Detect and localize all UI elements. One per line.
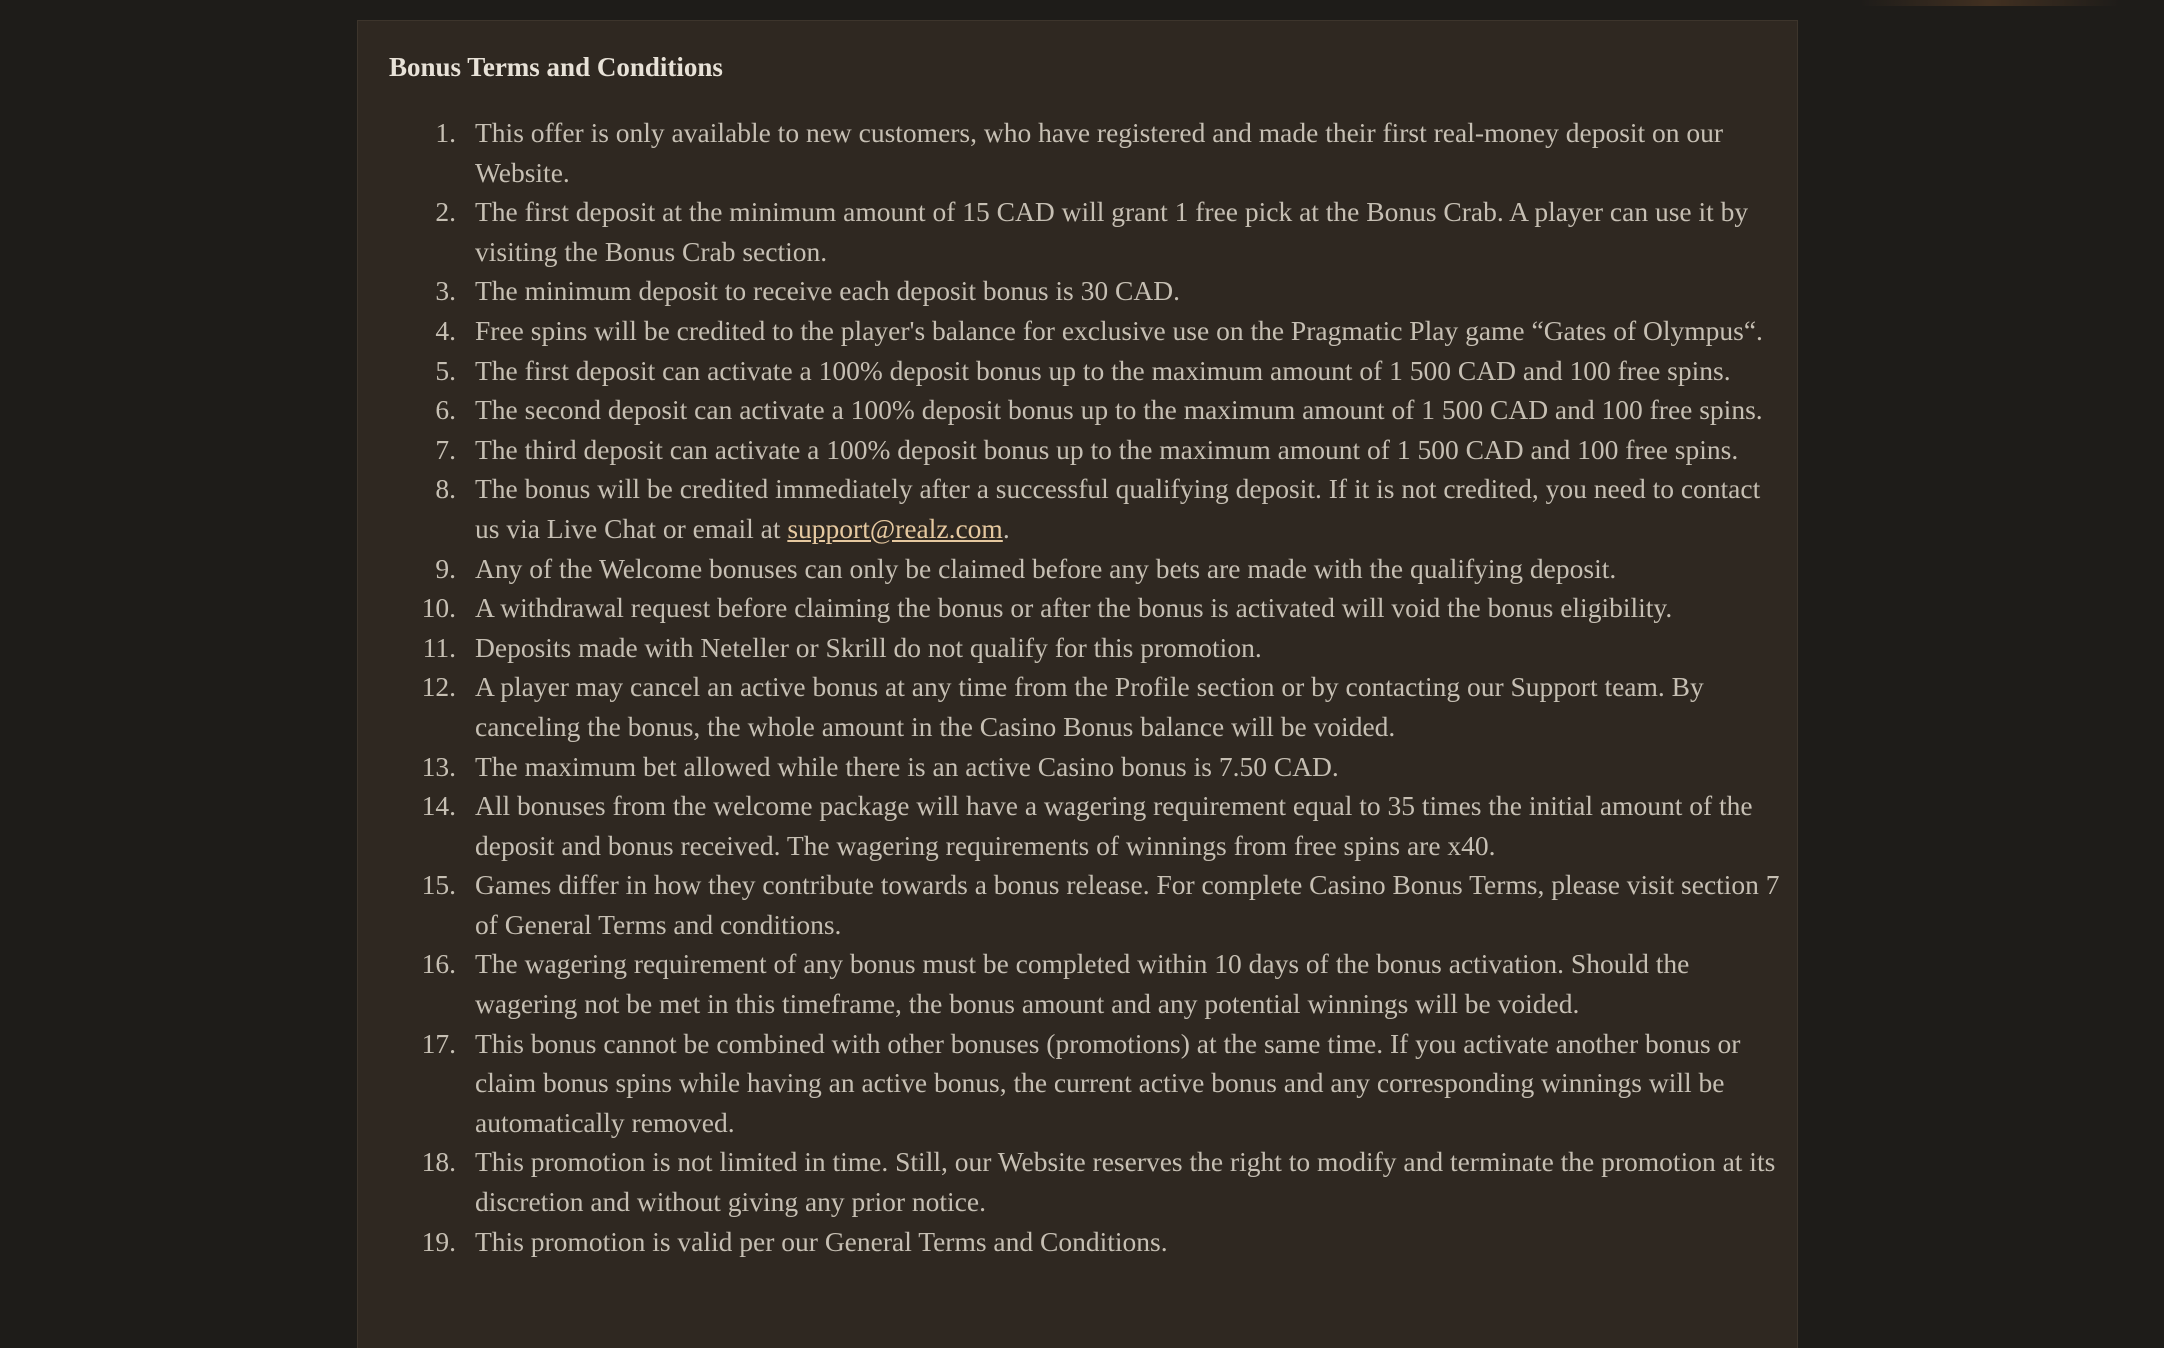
term-item (358, 1222, 1799, 1262)
term-number: 10. (421, 592, 456, 624)
term-text: This promotion is valid per our General Terms and Conditions. (475, 1225, 1168, 1257)
term-item (358, 944, 1799, 1023)
term-item (358, 1142, 1799, 1221)
term-item (358, 311, 1799, 351)
term-text: The second deposit can activate a 100% deposit bonus up to the maximum amount of 1 500 CAD and 100 free spins. (475, 394, 1763, 426)
term-text: Free spins will be credited to the player's balance for exclusive use on the Pragmatic Play game “Gates of Olympus“. (475, 314, 1763, 346)
term-item (358, 390, 1799, 430)
term-text: This bonus cannot be combined with other bonuses (promotions) at the same time. If you activate another bonus or claim bonus spins while having an active bonus, the current active bonus and any corresponding winnings will be automatically removed. (475, 1027, 1741, 1138)
term-text: Any of the Welcome bonuses can only be claimed before any bets are made with the qualifying deposit. (475, 552, 1617, 584)
terms-list (358, 113, 1799, 1261)
term-text: The maximum bet allowed while there is an active Casino bonus is 7.50 CAD. (475, 750, 1339, 782)
term-text: The wagering requirement of any bonus must be completed within 10 days of the bonus activation. Should the wagering not be met in this timeframe, the bonus amount and any potential winnings will be voided. (475, 948, 1690, 1020)
term-item (358, 1024, 1799, 1143)
term-number: 19. (421, 1225, 456, 1257)
top-accent (1860, 0, 2120, 6)
term-number: 2. (435, 196, 456, 228)
term-item (358, 351, 1799, 391)
term-number: 4. (435, 314, 456, 346)
term-number: 9. (435, 552, 456, 584)
term-text: This promotion is not limited in time. Still, our Website reserves the right to modify and terminate the promotion at its discretion and without giving any prior notice. (475, 1146, 1776, 1218)
term-item (358, 747, 1799, 787)
term-text: All bonuses from the welcome package will have a wagering requirement equal to 35 times the initial amount of the deposit and bonus received. The wagering requirements of winnings from free spins are x40. (475, 790, 1753, 861)
term-text: This offer is only available to new customers, who have registered and made their first real-money deposit on our Website. (475, 117, 1724, 188)
term-item (358, 865, 1799, 944)
term-text: The minimum deposit to receive each deposit bonus is 30 CAD. (475, 275, 1180, 307)
term-number: 6. (435, 394, 456, 426)
term-text-end: . (1002, 512, 1010, 544)
support-email-link[interactable]: support@realz.com (787, 512, 1003, 544)
term-number: 16. (421, 948, 456, 980)
term-number: 3. (435, 275, 456, 307)
term-number: 7. (435, 433, 456, 465)
term-number: 1. (435, 117, 456, 148)
term-text: The third deposit can activate a 100% deposit bonus up to the maximum amount of 1 500 CAD and 100 free spins. (475, 433, 1739, 465)
panel-title: Bonus Terms and Conditions (389, 52, 723, 82)
term-item (358, 549, 1799, 589)
term-number: 11. (422, 631, 456, 663)
term-item (358, 271, 1799, 311)
term-text: A withdrawal request before claiming the bonus or after the bonus is activated will void the bonus eligibility. (475, 592, 1673, 624)
term-number: 13. (421, 750, 456, 782)
term-item (358, 430, 1799, 470)
term-number: 14. (421, 790, 456, 822)
term-item (358, 786, 1799, 865)
term-number: 12. (421, 671, 456, 703)
term-number: 8. (435, 473, 456, 505)
term-number: 17. (421, 1027, 456, 1059)
term-item (358, 588, 1799, 628)
term-item (358, 192, 1799, 271)
term-number: 15. (421, 869, 456, 901)
term-text: The first deposit at the minimum amount of 15 CAD will grant 1 free pick at the Bonus Crab. A player can use it by visiting the Bonus Crab section. (475, 196, 1749, 267)
term-number: 5. (435, 354, 456, 386)
term-text: The first deposit can activate a 100% deposit bonus up to the maximum amount of 1 500 CAD and 100 free spins. (475, 354, 1731, 386)
term-item (358, 667, 1799, 746)
term-item (358, 628, 1799, 668)
term-text: A player may cancel an active bonus at any time from the Profile section or by contacting our Support team. By canceling the bonus, the whole amount in the Casino Bonus balance will be voided. (475, 671, 1704, 742)
term-text: Deposits made with Neteller or Skrill do not qualify for this promotion. (475, 631, 1262, 663)
term-item (358, 113, 1799, 192)
term-text: The bonus will be credited immediately after a successful qualifying deposit. If it is not credited, you need to contact us via Live Chat or email at (475, 473, 1761, 544)
term-number: 18. (421, 1146, 456, 1178)
term-item (358, 469, 1799, 548)
bonus-terms-panel (357, 20, 1798, 1348)
term-text: Games differ in how they contribute towards a bonus release. For complete Casino Bonus Terms, please visit section 7 of General Terms and conditions. (475, 869, 1780, 940)
